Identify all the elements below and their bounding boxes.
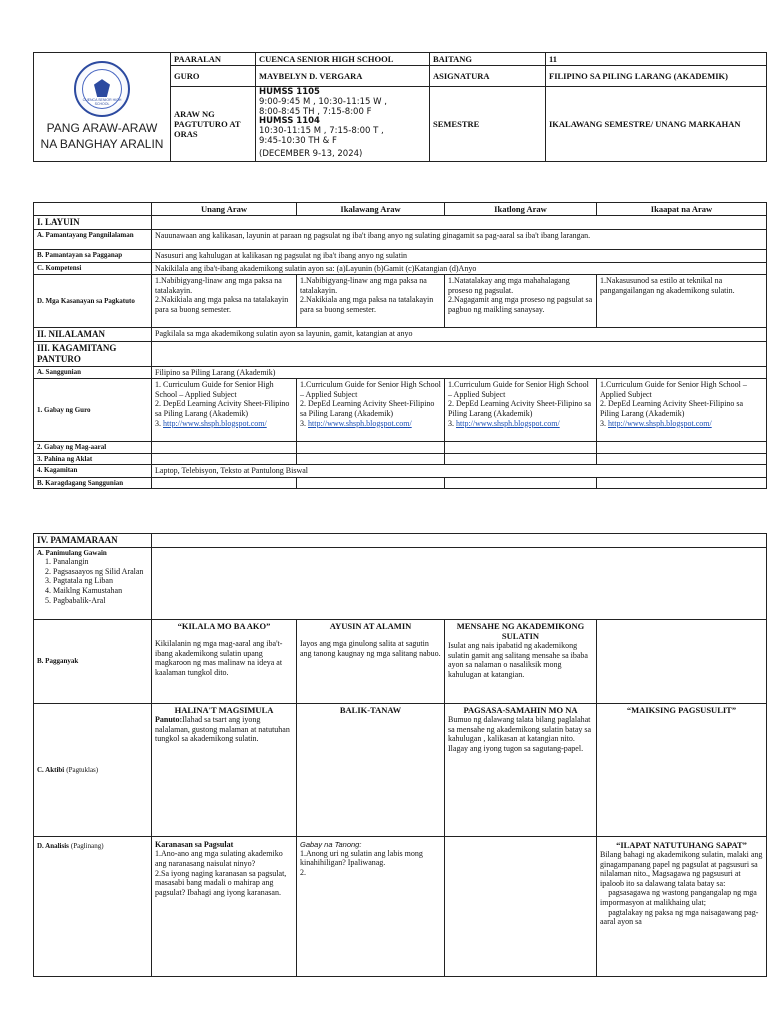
logo-title-cell (34, 53, 171, 162)
gabay-guro-day-3: 1.Curriculum Guide for Senior High School – Applied Subject 2. DepEd Learning Acivity Sheet-Filipino sa Piling Larang (Akademik) 3. http://www.shsph.blogspot.com/ (445, 379, 597, 442)
nilalaman-value: Pagkilala sa mga akademikong sulatin ayon sa layunin, gamit, katangian at anyo (152, 328, 767, 342)
analisis-day-4: “ILAPAT NATUTUHANG SAPAT” Bilang bahagi ng akademikong sulatin, malaki ang ginagampanang papel ng pagsulat at pagsusuri sa nilalaman nito., Magsagawa ng pagsusuri at ipaloob ito sa dalawang talata batay sa: pagsasagawa ng wastong pangangalap ng mga impormasyon at malikhaing ulat; pagtalakay ng paksa ng mga naisagawang pag-aaral ayon sa (597, 836, 767, 976)
kagamitan-value: Laptop, Telebisyon, Teksto at Pantulong Biswal (152, 464, 767, 477)
day-4-header: Ikaapat na Araw (597, 203, 767, 216)
pagganyak-day-1: “KILALA MO BA AKO” Kikilalanin ng mga mag-aaral ang iba't-ibang akademikong sulatin upang magkaroon ng mas malinaw na ideya at kaalaman tungkol dito. (152, 619, 297, 703)
pamantayan-pagganap-value: Nasusuri ang kahulugan at kalikasan ng pagsulat ng iba't ibang anyo ng sulatin (152, 249, 767, 262)
aktibi-day-1: HALINA'T MAGSIMULA Panuto:Ilahad sa tsart ang iyong nalalaman, gustong malaman at natutuhan tungkol sa akademikong sulatin. (152, 703, 297, 836)
pamamaraan-heading: IV. PAMAMARAAN (34, 534, 152, 548)
pagganyak-label: B. Pagganyak (34, 619, 152, 703)
asignatura-label: ASIGNATURA (430, 66, 546, 87)
semestre-value: IKALAWANG SEMESTRE/ UNANG MARKAHAN (546, 87, 767, 161)
pamamaraan-table (33, 533, 767, 977)
araw-label: ARAW NG PAGTUTURO AT ORAS (171, 87, 256, 161)
aktibi-label: C. Aktibi (Pagtuklas) (34, 703, 152, 836)
semestre-label: SEMESTRE (430, 87, 546, 161)
guro-value: MAYBELYN D. VERGARA (256, 66, 430, 87)
pahina-label: 3. Pahina ng Aklat (34, 453, 152, 464)
aktibi-day-3: PAGSASA-SAMAHIN MO NA Bumuo ng dalawang talata bilang paglalahat sa mensahe ng akademikong sulatin batay sa kahulugan , kalikasan at katangian nito. Ilagay ang iyong tugon sa sagutang-papel. (445, 703, 597, 836)
header-table (33, 52, 767, 162)
kompetensi-value: Nakikilala ang iba't-ibang akademikong sulatin ayon sa: (a)Layunin (b)Gamit (c)Katangian (d)Anyo (152, 262, 767, 275)
kasanayan-day-1: 1.Nabibigyang-linaw ang mga paksa na tatalakayin. 2.Nakikiala ang mga paksa na tatalakayin para sa buong semester. (152, 275, 297, 328)
day-2-header: Ikalawang Araw (297, 203, 445, 216)
baitang-value: 11 (546, 53, 767, 66)
aktibi-day-2: BALIK-TANAW (297, 703, 445, 836)
kagamitan-heading: III. KAGAMITANG PANTURO (34, 341, 152, 366)
guro-label: GURO (171, 66, 256, 87)
kagamitan-label: 4. Kagamitan (34, 464, 152, 477)
kasanayan-day-4: 1.Nakasusunod sa estilo at teknikal na pangangailangan ng akademikong sulatin. (597, 275, 767, 328)
analisis-label: D. Analisis (Paglinang) (34, 836, 152, 976)
day-3-header: Ikatlong Araw (445, 203, 597, 216)
gabay-guro-day-1: 1. Curriculum Guide for Senior High School – Applied Subject 2. DepEd Learning Acivity Sheet-Filipino sa Piling Larang (Akademik) 3. http://www.shsph.blogspot.com/ (152, 379, 297, 442)
gabay-guro-day-4: 1.Curriculum Guide for Senior High School – Applied Subject 2. DepEd Learning Acivity Sheet-Filipino sa Piling Larang (Akademik) 3. http://www.shsph.blogspot.com/ (597, 379, 767, 442)
analisis-day-2: Gabay na Tanong: 1.Anong uri ng sulatin ang labis mong kinahihiligan? Ipaliwanag. 2. (297, 836, 445, 976)
blog-link[interactable]: http://www.shsph.blogspot.com/ (608, 418, 712, 428)
paaralan-value: CUENCA SENIOR HIGH SCHOOL (256, 53, 430, 66)
asignatura-value: FILIPINO SA PILING LARANG (AKADEMIK) (546, 66, 767, 87)
gabay-mag-aaral-label: 2. Gabay ng Mag-aaral (34, 442, 152, 453)
lesson-plan-table (33, 202, 767, 489)
sanggunian-value: Filipino sa Piling Larang (Akademik) (152, 366, 767, 379)
nilalaman-heading: II. NILALAMAN (34, 328, 152, 342)
pagganyak-day-2: AYUSIN AT ALAMIN Iayos ang mga ginulong salita at sagutin ang tanong kaugnay ng mga salitang nabuo. (297, 619, 445, 703)
paaralan-label: PAARALAN (171, 53, 256, 66)
layunin-heading: I. LAYUIN (34, 216, 152, 230)
pamantayang-pangnilalaman-value: Nauunawaan ang kalikasan, layunin at paraan ng pagsulat ng iba't ibang anyo ng sulating ginagamit sa pag-aaral sa iba't ibang larangan. (152, 229, 767, 249)
school-logo: CUENCA SENIOR HIGH SCHOOL (74, 61, 130, 117)
pamantayan-pagganap-label: B. Pamantayan sa Pagganap (34, 249, 152, 262)
karagdagang-label: B. Karagdagang Sanggunian (34, 477, 152, 488)
baitang-label: BAITANG (430, 53, 546, 66)
pamantayang-pangnilalaman-label: A. Pamantayang Pangnilalaman (34, 229, 152, 249)
gabay-guro-label: 1. Gabay ng Guro (34, 379, 152, 442)
kasanayan-day-3: 1.Natatalakay ang mga mahahalagang proseso ng pagsulat. 2.Nagagamit ang mga proseso ng pagsulat sa pagbuo ng maikling sanaysay. (445, 275, 597, 328)
pagganyak-day-3: MENSAHE NG AKADEMIKONG SULATIN Isulat ang nais ipabatid ng akademikong sulatin gamit ang salitang mensahe sa ibaba ayon sa nalaman o nasaliksik mong kahulugan at katangian. (445, 619, 597, 703)
blog-link[interactable]: http://www.shsph.blogspot.com/ (308, 418, 412, 428)
kompetensi-label: C. Kompetensi (34, 262, 152, 275)
panimulang-gawain: A. Panimulang Gawain 1. Panalangin 2. Pagsasaayos ng Silid Aralan 3. Pagtatala ng Liban 4. Maiklng Kamustahan 5. Pagbabalik-Aral (34, 547, 152, 619)
araw-value: HUMSS 1105 9:00-9:45 M , 10:30-11:15 W , 8:00-8:45 TH , 7:15-8:00 F HUMSS 1104 10:30-11:15 M , 7:15-8:00 T , 9:45-10:30 TH & F (DECEMBER 9-13, 2024) (256, 87, 430, 161)
analisis-day-1: Karanasan sa Pagsulat 1.Ano-ano ang mga sulating akademiko ang naranasang naisulat ninyo? 2.Sa iyong naging karanasan sa pagsulat, masasabi bang madali o mahirap ang pagsulat? Ibahagi ang iyong karanasan. (152, 836, 297, 976)
kasanayan-label: D. Mga Kasanayan sa Pagkatuto (34, 275, 152, 328)
gabay-guro-day-2: 1.Curriculum Guide for Senior High School – Applied Subject 2. DepEd Learning Acivity Sheet-Filipino sa Piling Larang (Akademik) 3. http://www.shsph.blogspot.com/ (297, 379, 445, 442)
kasanayan-day-2: 1.Nabibigyang-linaw ang mga paksa na tatalakayin. 2.Nakikiala ang mga paksa na tatalakayin para sa buong semester. (297, 275, 445, 328)
sanggunian-label: A. Sanggunian (34, 366, 152, 379)
blog-link[interactable]: http://www.shsph.blogspot.com/ (456, 418, 560, 428)
aktibi-day-4: “MAIKSING PAGSUSULIT” (597, 703, 767, 836)
day-1-header: Unang Araw (152, 203, 297, 216)
blog-link[interactable]: http://www.shsph.blogspot.com/ (163, 418, 267, 428)
doc-title: PANG ARAW-ARAW NA BANGHAY ARALIN (40, 121, 164, 151)
